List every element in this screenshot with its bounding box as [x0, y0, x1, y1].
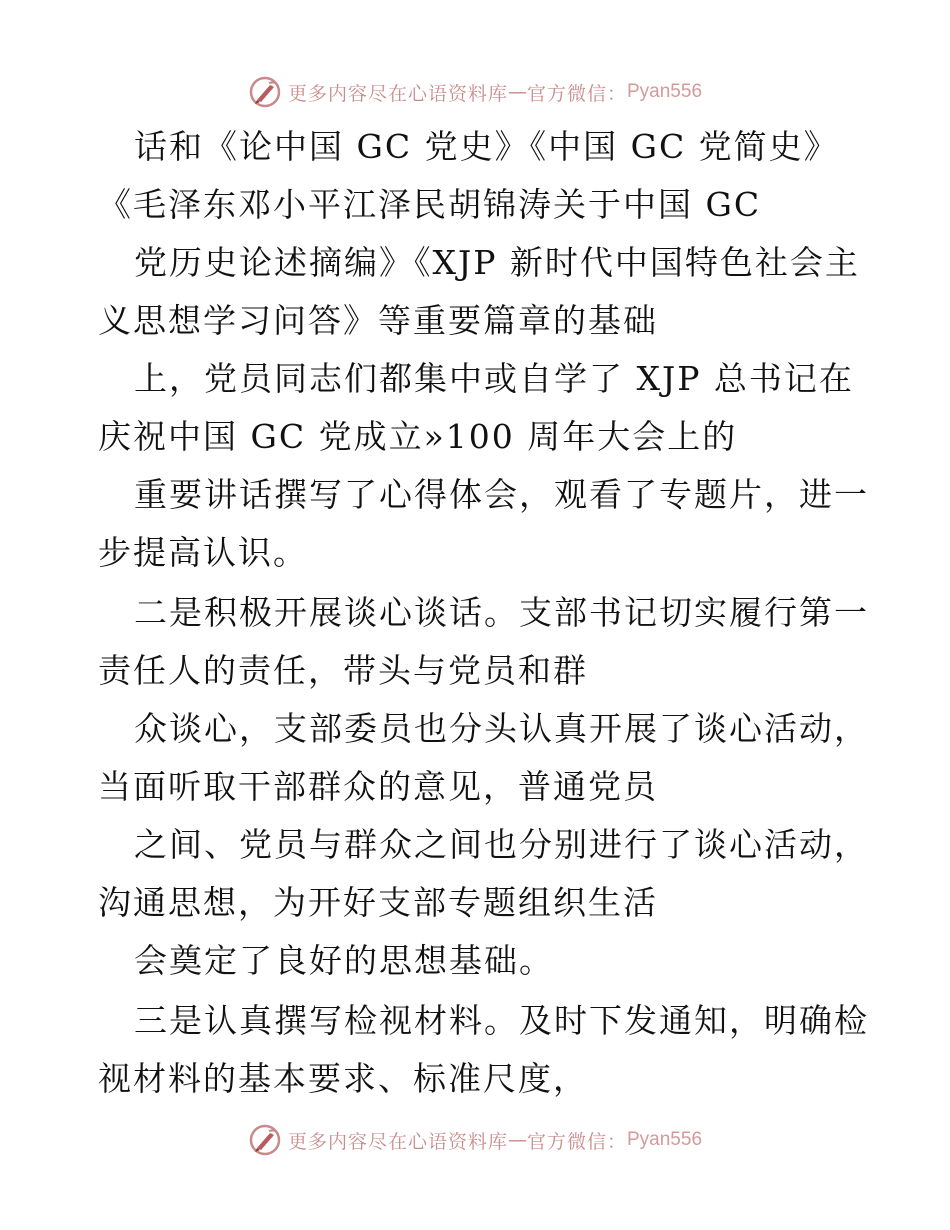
- watermark-dash: —: [507, 81, 527, 103]
- text-line: 众谈心，支部委员也分头认真开展了谈心活动，: [134, 709, 869, 748]
- text-line: 二是积极开展谈心谈话。支部书记切实履行第一: [134, 593, 869, 632]
- watermark-id: Pyan556: [627, 1129, 703, 1150]
- text-line: 《毛泽东邓小平江泽民胡锦涛关于中国 GC: [98, 185, 762, 224]
- text-line: 三是认真撰写检视材料。及时下发通知，明确检: [134, 1001, 869, 1040]
- watermark-text: 更多内容尽在心语资料库: [287, 82, 508, 105]
- text-line: 当面听取干部群众的意见，普通党员: [98, 767, 658, 806]
- text-line: 沟通思想，为开好支部专题组织生活: [98, 883, 658, 922]
- text-line: 之间、党员与群众之间也分别进行了谈心活动，: [134, 825, 869, 864]
- footer-watermark: [0, 1120, 950, 1160]
- text-line: 责任人的责任，带头与党员和群: [98, 651, 588, 690]
- text-line: 会奠定了良好的思想基础。: [134, 941, 554, 980]
- header-watermark: [0, 72, 950, 112]
- pen-quill-logo: [248, 75, 282, 109]
- pen-quill-logo: [248, 1123, 282, 1157]
- watermark-dash: —: [507, 1129, 527, 1151]
- text-line: 重要讲话撰写了心得体会，观看了专题片，进一: [134, 475, 869, 514]
- text-line: 庆祝中国 GC 党成立»100 周年大会上的: [98, 417, 738, 456]
- text-line: 话和《论中国 GC 党史》《中国 GC 党简史》: [134, 127, 839, 166]
- text-line: 视材料的基本要求、标准尺度，: [98, 1059, 588, 1098]
- text-line: 上，党员同志们都集中或自学了 XJP 总书记在: [134, 359, 854, 398]
- watermark-text: 更多内容尽在心语资料库: [287, 1130, 508, 1153]
- watermark-official: 官方微信：: [526, 82, 627, 105]
- watermark-id: Pyan556: [627, 81, 703, 102]
- text-line: 义思想学习问答》等重要篇章的基础: [98, 301, 658, 340]
- text-line: 步提高认识。: [98, 533, 308, 572]
- watermark-official: 官方微信：: [526, 1130, 627, 1153]
- text-line: 党历史论述摘编》《XJP 新时代中国特色社会主: [134, 243, 860, 282]
